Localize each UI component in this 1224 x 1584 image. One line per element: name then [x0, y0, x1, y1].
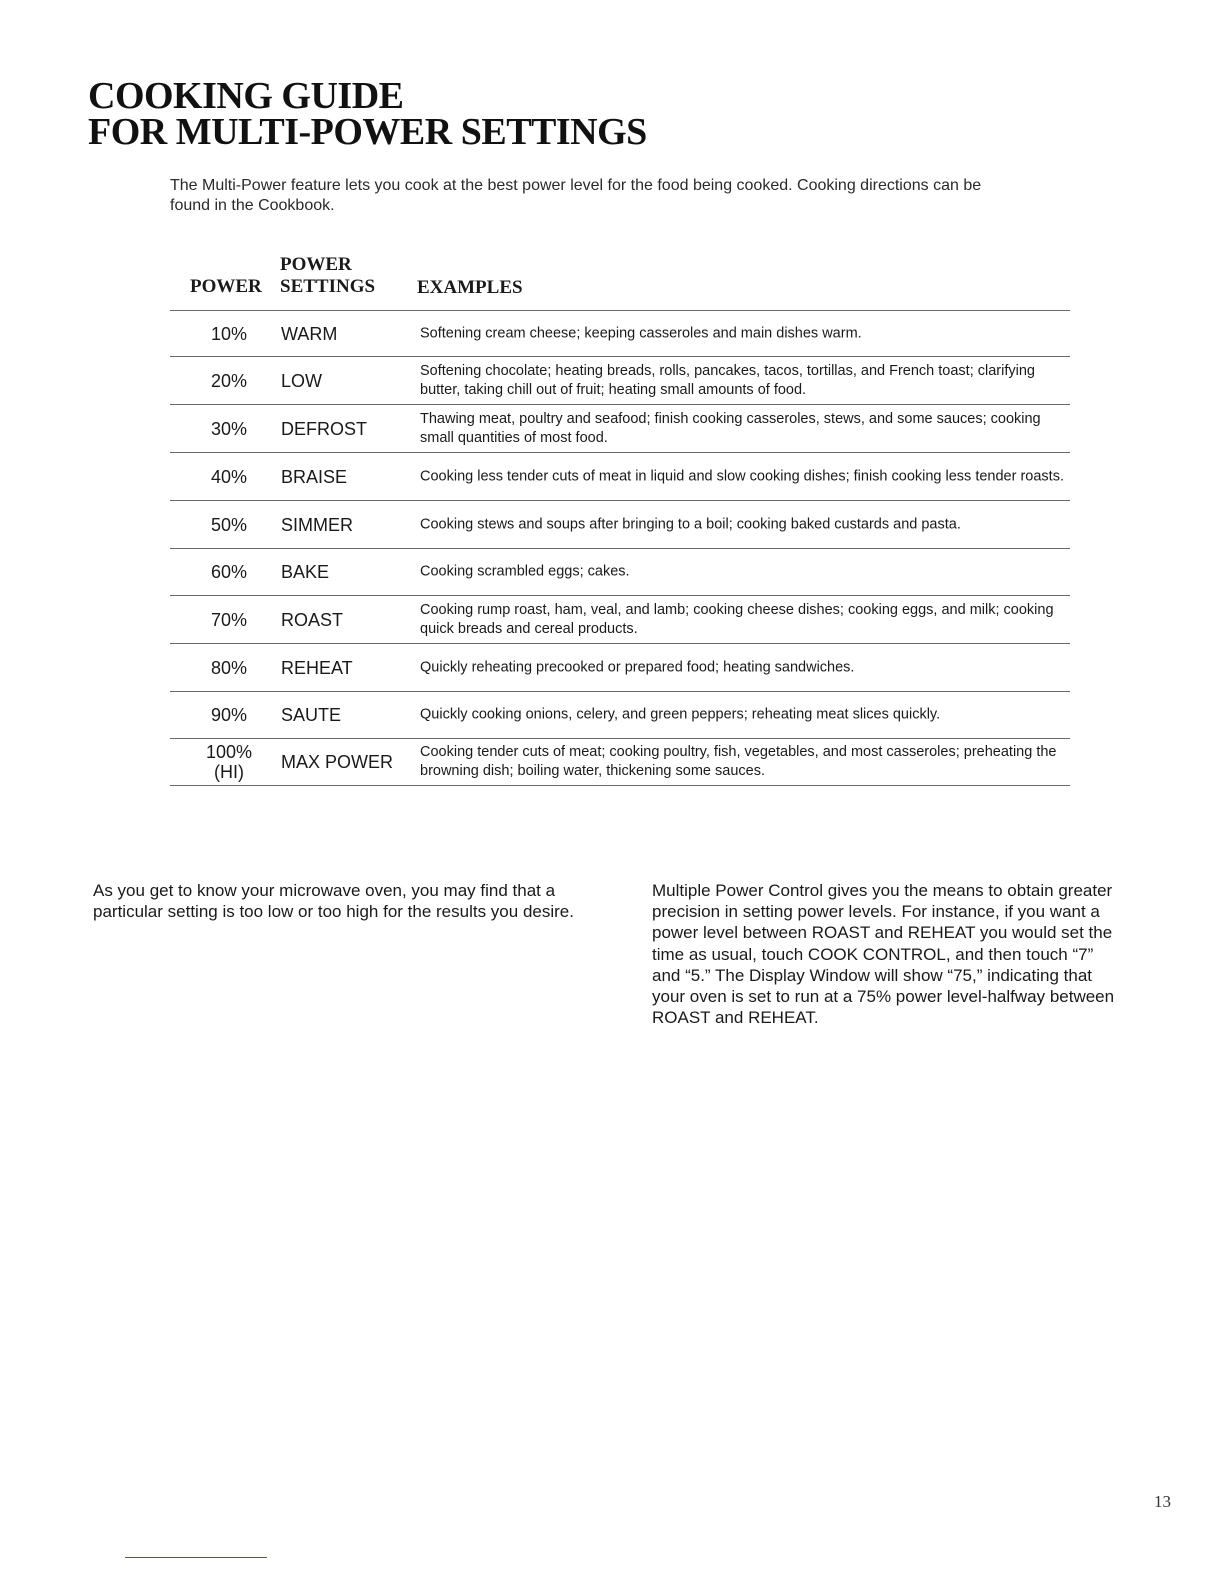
example-cell: Thawing meat, poultry and seafood; finish cooking casseroles, stews, and some sauces; cooking small quantities of most food.	[420, 410, 1041, 446]
power-value: 100%	[205, 742, 253, 762]
example-cell: Quickly cooking onions, celery, and green peppers; reheating meat slices quickly.	[420, 706, 941, 723]
page-number: 13	[1154, 1492, 1171, 1511]
setting-cell: WARM	[281, 323, 338, 344]
table-row	[170, 357, 1070, 405]
setting-cell: BAKE	[281, 562, 330, 582]
setting-cell: LOW	[281, 370, 323, 391]
footer-divider	[125, 1557, 267, 1558]
example-cell: Cooking less tender cuts of meat in liquid and slow cooking dishes; finish cooking less tender roasts.	[420, 468, 1064, 484]
header-settings-line-1: POWER	[280, 254, 352, 275]
setting-cell: ROAST	[281, 609, 344, 630]
power-cell: 10%	[210, 323, 248, 344]
power-cell: 80%	[210, 657, 248, 678]
example-cell: Cooking scrambled eggs; cakes.	[420, 563, 630, 580]
table-row	[170, 311, 1070, 357]
example-cell: Softening cream cheese; keeping casseroles and main dishes warm.	[420, 325, 862, 341]
power-cell: 60%	[210, 562, 248, 582]
power-sub-label: (HI)	[214, 762, 244, 782]
power-cell: 20%	[210, 370, 248, 391]
table-row	[170, 692, 1070, 739]
example-cell: Cooking tender cuts of meat; cooking poultry, fish, vegetables, and most casseroles; preheating the browning dish; boiling water, thickening some sauces.	[420, 744, 1057, 779]
setting-cell: BRAISE	[281, 466, 348, 487]
setting-cell: MAX POWER	[281, 752, 394, 772]
table-row	[170, 596, 1070, 644]
table-row	[170, 501, 1070, 549]
right-paragraph: Multiple Power Control gives you the means to obtain greater precision in setting power levels. For instance, if you want a power level between ROAST and REHEAT you would set the time as usual, touch COOK CONTROL, and then touch “7” and “5.” The Display Window will show “75,” indicating that your oven is set to run at a 75% power level-halfway between ROAST and REHEAT.	[652, 881, 1115, 1028]
page-title-line-1: COOKING GUIDE	[88, 75, 404, 117]
page-title	[88, 75, 647, 153]
example-cell: Cooking rump roast, ham, veal, and lamb; cooking cheese dishes; cooking eggs, and milk; cooking quick breads and cereal products.	[420, 601, 1054, 637]
table-row	[170, 405, 1070, 453]
power-cell: 50%	[210, 514, 248, 535]
page-title-line-2: FOR MULTI-POWER SETTINGS	[88, 111, 647, 153]
power-cell: 70%	[210, 609, 248, 630]
table-row	[170, 644, 1070, 692]
left-paragraph: As you get to know your microwave oven, you may find that a particular setting is too low or too high for the results you desire.	[93, 881, 574, 922]
header-power: POWER	[190, 276, 262, 297]
table-row	[170, 739, 1070, 786]
setting-cell: DEFROST	[281, 418, 368, 439]
intro-paragraph: The Multi-Power feature lets you cook at the best power level for the food being cooked. Cooking directions can be found in the Cookbook.	[170, 177, 982, 214]
power-cell: 40%	[210, 466, 248, 487]
power-cell: 30%	[210, 418, 248, 439]
setting-cell: REHEAT	[281, 657, 353, 678]
example-cell: Softening chocolate; heating breads, rolls, pancakes, tacos, tortillas, and French toast; clarifying butter, taking chill out of fruit; heating small amounts of food.	[420, 362, 1035, 398]
example-cell: Cooking stews and soups after bringing to a boil; cooking baked custards and pasta.	[420, 516, 961, 532]
example-cell: Quickly reheating precooked or prepared food; heating sandwiches.	[420, 659, 855, 675]
power-cell: 90%	[210, 705, 248, 725]
power-settings-table	[170, 310, 1070, 786]
header-settings-line-2: SETTINGS	[280, 276, 376, 297]
header-examples: EXAMPLES	[417, 277, 523, 298]
setting-cell: SAUTE	[281, 705, 342, 725]
power-cell	[170, 742, 288, 782]
setting-cell: SIMMER	[281, 514, 353, 535]
table-row	[170, 453, 1070, 501]
table-row	[170, 549, 1070, 596]
